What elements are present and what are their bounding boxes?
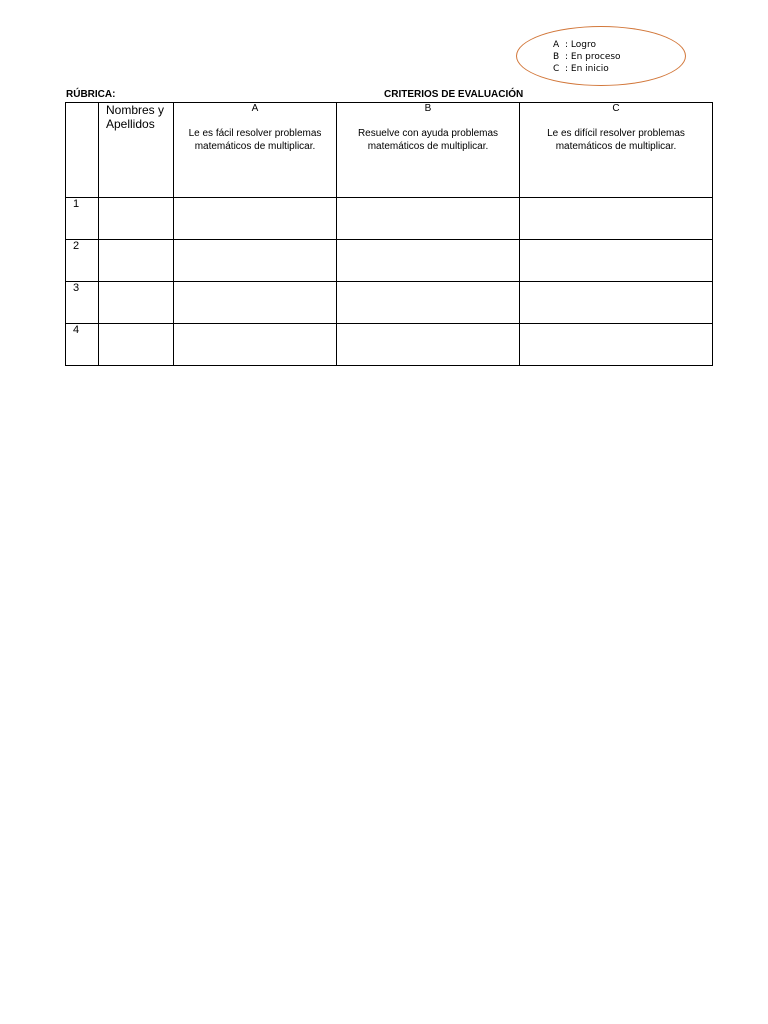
rubrica-title: RÚBRICA: [66,89,116,100]
criterion-a-entry[interactable] [174,282,337,324]
legend-letter: C [553,64,560,74]
table-row [66,324,713,366]
criterion-c-entry[interactable] [520,198,713,240]
criterion-description: Le es fácil resolver problemas matemáticos de multiplicar. [188,128,322,152]
criterion-a-cell [174,103,337,198]
criterion-description: Resuelve con ayuda problemas matemáticos de multiplicar. [357,128,499,152]
table-row [66,198,713,240]
legend-label: : En inicio [565,63,609,75]
criterion-c-entry[interactable] [520,324,713,366]
row-number: 1 [66,198,99,240]
criterios-title: CRITERIOS DE EVALUACIÓN [384,89,524,100]
criterion-letter: A [251,103,259,114]
criterion-b-entry[interactable] [337,240,520,282]
criterion-description: Le es difícil resolver problemas matemáticos de multiplicar. [547,128,685,152]
legend-list [553,39,621,75]
table-header-row [66,103,713,198]
name-cell[interactable] [99,282,174,324]
row-number: 3 [66,282,99,324]
number-header-cell [66,103,99,198]
legend-label: : Logro [565,39,596,51]
criterion-a-entry[interactable] [174,198,337,240]
criterion-c-entry[interactable] [520,282,713,324]
criterion-letter: B [424,103,432,114]
rubric-table [65,102,713,366]
legend-label: : En proceso [565,51,621,63]
criterion-c-cell [520,103,713,198]
criterion-a-entry[interactable] [174,324,337,366]
row-number: 2 [66,240,99,282]
name-cell[interactable] [99,240,174,282]
criterion-letter: C [612,103,620,114]
criterion-b-entry[interactable] [337,198,520,240]
name-header-cell: Nombres y Apellidos [99,103,174,198]
name-cell[interactable] [99,198,174,240]
criterion-b-entry[interactable] [337,282,520,324]
criterion-c-entry[interactable] [520,240,713,282]
criterion-b-entry[interactable] [337,324,520,366]
legend-item-b [553,51,621,63]
criterion-a-entry[interactable] [174,240,337,282]
table-row [66,240,713,282]
legend-item-c [553,63,621,75]
row-number: 4 [66,324,99,366]
name-cell[interactable] [99,324,174,366]
legend-letter: A [553,40,560,50]
legend-item-a [553,39,621,51]
criterion-b-cell [337,103,520,198]
legend-letter: B [553,52,560,62]
table-row [66,282,713,324]
